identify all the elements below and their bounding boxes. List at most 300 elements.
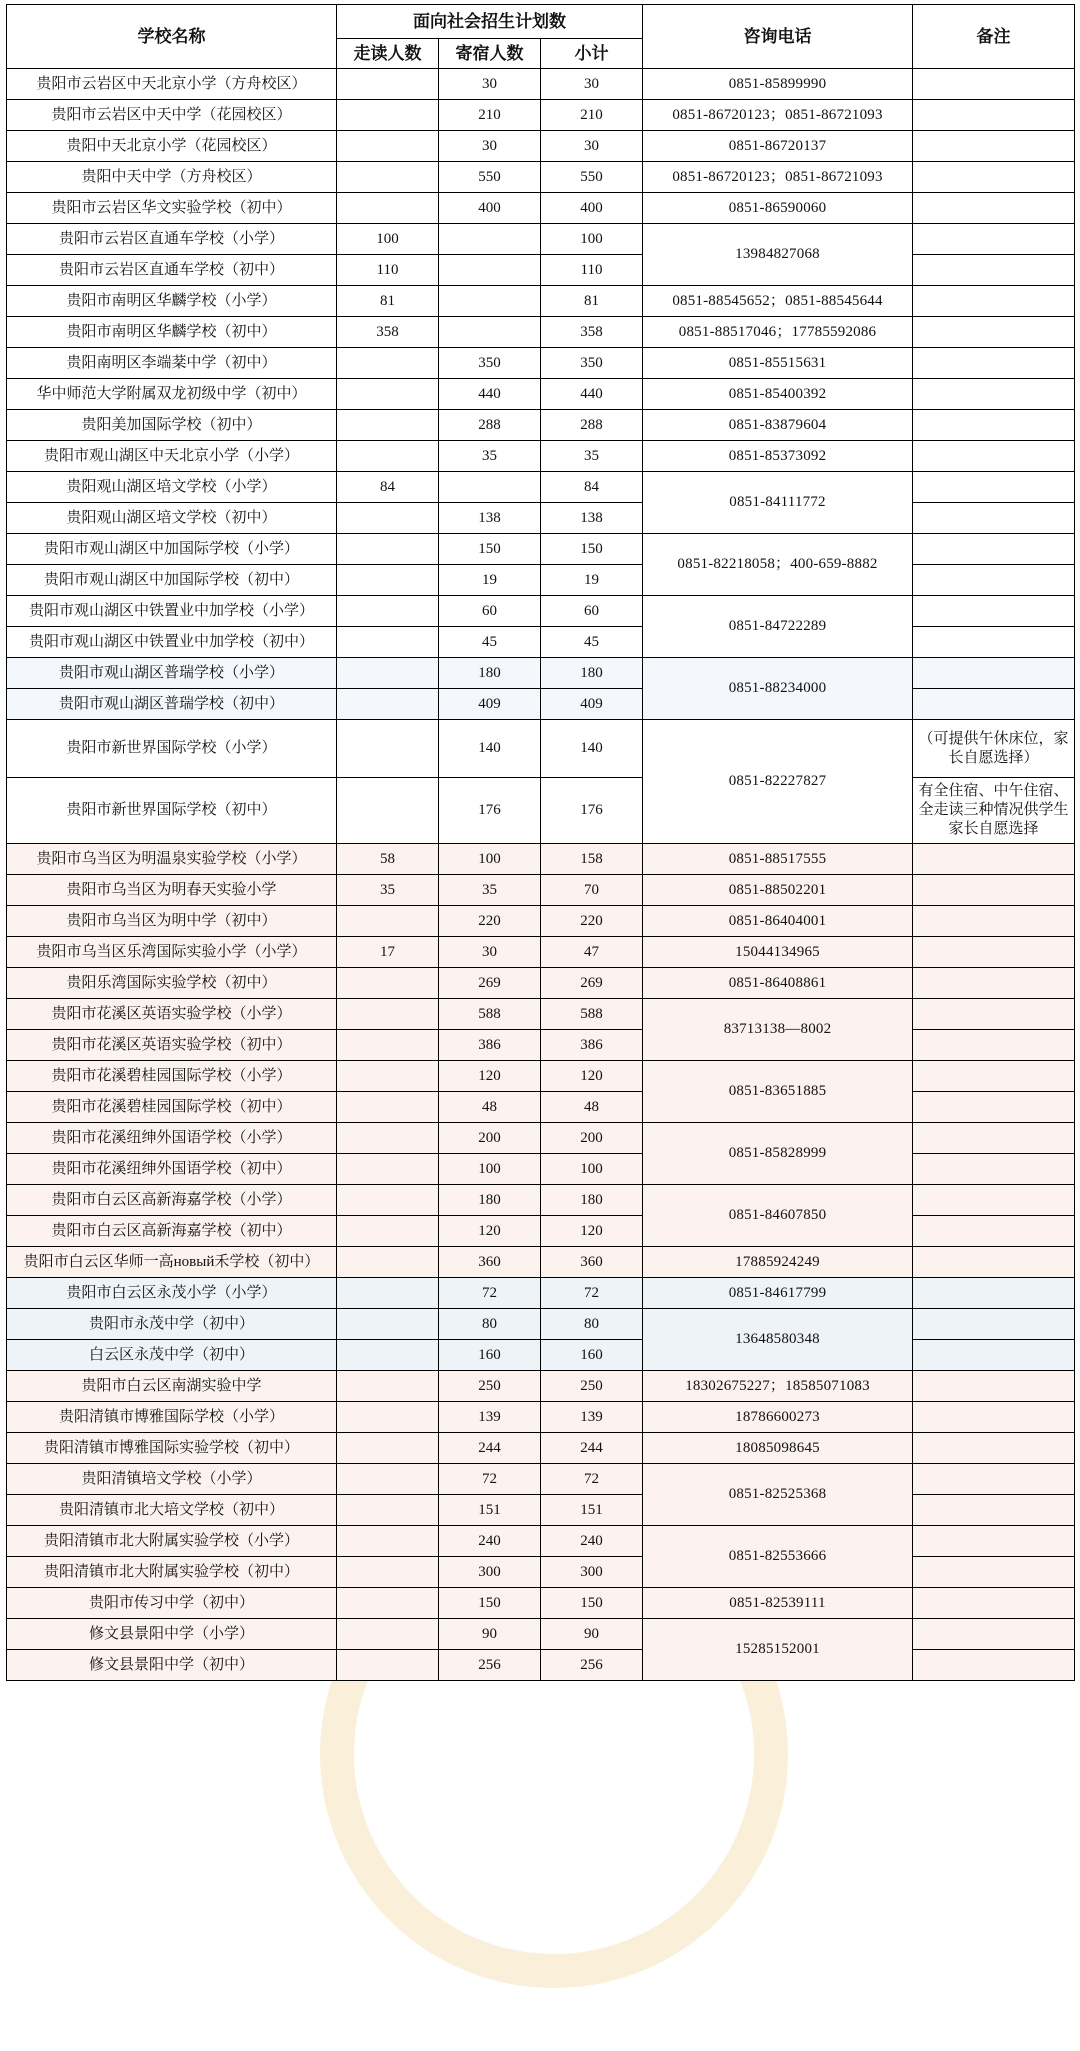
cell-phone: 0851-88517046；17785592086 [643, 317, 913, 348]
cell-subtotal: 550 [541, 162, 643, 193]
cell-boarding: 200 [439, 1123, 541, 1154]
table-row [7, 1433, 1075, 1464]
table-row [7, 224, 1075, 255]
cell-day [337, 441, 439, 472]
cell-boarding: 139 [439, 1402, 541, 1433]
cell-school-name: 贵阳市乌当区乐湾国际实验小学（小学） [7, 937, 337, 968]
cell-phone: 0851-82218058；400-659-8882 [643, 534, 913, 596]
cell-boarding: 269 [439, 968, 541, 999]
cell-boarding: 151 [439, 1495, 541, 1526]
cell-subtotal: 19 [541, 565, 643, 596]
cell-boarding: 150 [439, 534, 541, 565]
cell-remark [913, 1309, 1075, 1340]
cell-day [337, 565, 439, 596]
cell-subtotal: 81 [541, 286, 643, 317]
cell-school-name: 贵阳清镇市北大附属实验学校（小学） [7, 1526, 337, 1557]
cell-subtotal: 160 [541, 1340, 643, 1371]
cell-school-name: 贵阳市花溪区英语实验学校（初中） [7, 1030, 337, 1061]
cell-day [337, 1588, 439, 1619]
table-row [7, 1092, 1075, 1123]
cell-subtotal: 400 [541, 193, 643, 224]
cell-boarding: 72 [439, 1278, 541, 1309]
cell-phone: 13648580348 [643, 1309, 913, 1371]
cell-day [337, 1340, 439, 1371]
cell-subtotal: 30 [541, 69, 643, 100]
table-row [7, 565, 1075, 596]
cell-remark [913, 1557, 1075, 1588]
cell-school-name: 贵阳市云岩区中天北京小学（方舟校区） [7, 69, 337, 100]
header-boarding-students: 寄宿人数 [439, 39, 541, 69]
cell-school-name: 贵阳市花溪碧桂园国际学校（小学） [7, 1061, 337, 1092]
cell-phone: 0851-86404001 [643, 906, 913, 937]
cell-day [337, 1402, 439, 1433]
cell-remark [913, 906, 1075, 937]
cell-day [337, 1247, 439, 1278]
table-row [7, 1185, 1075, 1216]
cell-day [337, 503, 439, 534]
cell-day [337, 348, 439, 379]
cell-school-name: 贵阳市白云区高新海嘉学校（初中） [7, 1216, 337, 1247]
cell-day [337, 1464, 439, 1495]
table-body [7, 69, 1075, 1681]
cell-remark [913, 1030, 1075, 1061]
cell-remark [913, 999, 1075, 1030]
cell-subtotal: 150 [541, 534, 643, 565]
cell-day [337, 1526, 439, 1557]
cell-boarding: 240 [439, 1526, 541, 1557]
cell-subtotal: 72 [541, 1464, 643, 1495]
enrollment-plan-table [6, 4, 1075, 1681]
cell-phone: 0851-88502201 [643, 875, 913, 906]
table-row [7, 596, 1075, 627]
cell-day: 17 [337, 937, 439, 968]
table-row [7, 69, 1075, 100]
cell-boarding: 180 [439, 1185, 541, 1216]
cell-remark [913, 255, 1075, 286]
table-row [7, 193, 1075, 224]
cell-day [337, 1030, 439, 1061]
table-row [7, 999, 1075, 1030]
cell-phone: 13984827068 [643, 224, 913, 286]
cell-school-name: 贵阳清镇培文学校（小学） [7, 1464, 337, 1495]
cell-remark [913, 1340, 1075, 1371]
cell-boarding: 386 [439, 1030, 541, 1061]
cell-day [337, 1495, 439, 1526]
cell-subtotal: 300 [541, 1557, 643, 1588]
cell-day [337, 1092, 439, 1123]
cell-boarding: 35 [439, 441, 541, 472]
cell-subtotal: 35 [541, 441, 643, 472]
cell-subtotal: 358 [541, 317, 643, 348]
table-row [7, 100, 1075, 131]
cell-day [337, 720, 439, 778]
cell-boarding: 120 [439, 1216, 541, 1247]
cell-phone: 0851-85515631 [643, 348, 913, 379]
cell-remark [913, 503, 1075, 534]
cell-subtotal: 256 [541, 1650, 643, 1681]
table-row [7, 875, 1075, 906]
cell-remark [913, 1495, 1075, 1526]
table-row [7, 1309, 1075, 1340]
cell-school-name: 贵阳中天北京小学（花园校区） [7, 131, 337, 162]
cell-remark [913, 224, 1075, 255]
cell-phone: 0851-84111772 [643, 472, 913, 534]
cell-phone: 0851-86590060 [643, 193, 913, 224]
cell-remark [913, 379, 1075, 410]
cell-school-name: 贵阳市花溪纽绅外国语学校（初中） [7, 1154, 337, 1185]
cell-boarding: 588 [439, 999, 541, 1030]
cell-boarding: 100 [439, 1154, 541, 1185]
cell-day [337, 162, 439, 193]
cell-boarding: 440 [439, 379, 541, 410]
cell-phone: 18085098645 [643, 1433, 913, 1464]
cell-remark [913, 286, 1075, 317]
table-row [7, 441, 1075, 472]
cell-boarding: 35 [439, 875, 541, 906]
cell-day [337, 1619, 439, 1650]
cell-remark [913, 1278, 1075, 1309]
cell-remark [913, 1123, 1075, 1154]
cell-day [337, 1123, 439, 1154]
cell-boarding: 288 [439, 410, 541, 441]
table-row [7, 1526, 1075, 1557]
cell-school-name: 贵阳市花溪碧桂园国际学校（初中） [7, 1092, 337, 1123]
table-row [7, 255, 1075, 286]
cell-subtotal: 210 [541, 100, 643, 131]
cell-subtotal: 250 [541, 1371, 643, 1402]
table-row [7, 1061, 1075, 1092]
cell-phone: 0851-85899990 [643, 69, 913, 100]
table-row [7, 317, 1075, 348]
table-header [7, 5, 1075, 69]
cell-subtotal: 100 [541, 224, 643, 255]
cell-phone: 0851-86408861 [643, 968, 913, 999]
cell-day [337, 906, 439, 937]
cell-day [337, 534, 439, 565]
cell-phone: 0851-85400392 [643, 379, 913, 410]
cell-subtotal: 30 [541, 131, 643, 162]
table-row [7, 1650, 1075, 1681]
cell-school-name: 贵阳市白云区高新海嘉学校（小学） [7, 1185, 337, 1216]
cell-boarding: 160 [439, 1340, 541, 1371]
cell-school-name: 贵阳市观山湖区中加国际学校（初中） [7, 565, 337, 596]
table-row [7, 1247, 1075, 1278]
table-row [7, 658, 1075, 689]
cell-day [337, 778, 439, 844]
cell-day [337, 1154, 439, 1185]
cell-school-name: 华中师范大学附属双龙初级中学（初中） [7, 379, 337, 410]
cell-school-name: 白云区永茂中学（初中） [7, 1340, 337, 1371]
cell-day: 110 [337, 255, 439, 286]
cell-boarding: 210 [439, 100, 541, 131]
cell-school-name: 贵阳市云岩区华文实验学校（初中） [7, 193, 337, 224]
cell-school-name: 贵阳市白云区南湖实验中学 [7, 1371, 337, 1402]
cell-phone: 0851-86720123；0851-86721093 [643, 162, 913, 193]
cell-remark [913, 1619, 1075, 1650]
cell-subtotal: 84 [541, 472, 643, 503]
cell-boarding [439, 224, 541, 255]
table-row [7, 348, 1075, 379]
cell-subtotal: 80 [541, 1309, 643, 1340]
cell-boarding: 30 [439, 69, 541, 100]
cell-subtotal: 360 [541, 1247, 643, 1278]
cell-subtotal: 90 [541, 1619, 643, 1650]
cell-phone: 0851-88545652；0851-88545644 [643, 286, 913, 317]
cell-day [337, 1061, 439, 1092]
cell-remark [913, 689, 1075, 720]
cell-subtotal: 200 [541, 1123, 643, 1154]
cell-remark [913, 1092, 1075, 1123]
cell-phone: 0851-82553666 [643, 1526, 913, 1588]
cell-phone: 15044134965 [643, 937, 913, 968]
cell-subtotal: 100 [541, 1154, 643, 1185]
cell-school-name: 贵阳中天中学（方舟校区） [7, 162, 337, 193]
table-row [7, 906, 1075, 937]
cell-subtotal: 120 [541, 1216, 643, 1247]
cell-remark [913, 441, 1075, 472]
cell-remark [913, 317, 1075, 348]
cell-subtotal: 440 [541, 379, 643, 410]
cell-boarding: 45 [439, 627, 541, 658]
cell-phone: 18786600273 [643, 1402, 913, 1433]
cell-day: 358 [337, 317, 439, 348]
header-remark: 备注 [913, 5, 1075, 69]
cell-school-name: 贵阳市观山湖区中铁置业中加学校（初中） [7, 627, 337, 658]
cell-boarding: 30 [439, 937, 541, 968]
cell-school-name: 贵阳市云岩区中天中学（花园校区） [7, 100, 337, 131]
cell-boarding: 72 [439, 1464, 541, 1495]
cell-day [337, 193, 439, 224]
cell-school-name: 贵阳乐湾国际实验学校（初中） [7, 968, 337, 999]
cell-remark [913, 1154, 1075, 1185]
cell-subtotal: 70 [541, 875, 643, 906]
cell-phone: 18302675227；18585071083 [643, 1371, 913, 1402]
table-row [7, 689, 1075, 720]
cell-day [337, 1216, 439, 1247]
cell-subtotal: 140 [541, 720, 643, 778]
cell-day: 100 [337, 224, 439, 255]
cell-school-name: 贵阳市云岩区直通车学校（初中） [7, 255, 337, 286]
cell-remark [913, 1588, 1075, 1619]
table-row [7, 1340, 1075, 1371]
cell-day [337, 131, 439, 162]
cell-boarding [439, 286, 541, 317]
cell-school-name: 贵阳市白云区永茂小学（小学） [7, 1278, 337, 1309]
cell-boarding: 100 [439, 844, 541, 875]
cell-school-name: 贵阳市新世界国际学校（小学） [7, 720, 337, 778]
cell-remark [913, 1371, 1075, 1402]
cell-remark [913, 968, 1075, 999]
cell-remark [913, 193, 1075, 224]
cell-school-name: 贵阳市观山湖区普瑞学校（小学） [7, 658, 337, 689]
cell-day [337, 1309, 439, 1340]
cell-subtotal: 45 [541, 627, 643, 658]
cell-remark [913, 658, 1075, 689]
cell-subtotal: 588 [541, 999, 643, 1030]
cell-boarding: 180 [439, 658, 541, 689]
cell-remark [913, 627, 1075, 658]
cell-remark [913, 1185, 1075, 1216]
cell-school-name: 贵阳市南明区华麟学校（初中） [7, 317, 337, 348]
cell-remark [913, 1464, 1075, 1495]
cell-boarding: 48 [439, 1092, 541, 1123]
cell-subtotal: 47 [541, 937, 643, 968]
cell-subtotal: 180 [541, 1185, 643, 1216]
cell-subtotal: 151 [541, 1495, 643, 1526]
cell-boarding: 176 [439, 778, 541, 844]
cell-phone: 0851-84617799 [643, 1278, 913, 1309]
cell-remark [913, 596, 1075, 627]
table-row [7, 720, 1075, 778]
cell-boarding: 300 [439, 1557, 541, 1588]
table-row [7, 968, 1075, 999]
cell-phone: 0851-85373092 [643, 441, 913, 472]
cell-school-name: 贵阳清镇市北大附属实验学校（初中） [7, 1557, 337, 1588]
cell-subtotal: 60 [541, 596, 643, 627]
cell-boarding: 138 [439, 503, 541, 534]
cell-phone: 83713138—8002 [643, 999, 913, 1061]
cell-phone: 0851-88234000 [643, 658, 913, 720]
cell-phone: 15285152001 [643, 1619, 913, 1681]
cell-school-name: 贵阳市花溪纽绅外国语学校（小学） [7, 1123, 337, 1154]
table-row [7, 1588, 1075, 1619]
cell-boarding: 550 [439, 162, 541, 193]
cell-school-name: 贵阳清镇市博雅国际实验学校（初中） [7, 1433, 337, 1464]
cell-subtotal: 244 [541, 1433, 643, 1464]
cell-remark [913, 1247, 1075, 1278]
cell-phone: 0851-85828999 [643, 1123, 913, 1185]
cell-school-name: 贵阳观山湖区培文学校（小学） [7, 472, 337, 503]
cell-school-name: 贵阳市新世界国际学校（初中） [7, 778, 337, 844]
cell-remark [913, 534, 1075, 565]
cell-phone: 17885924249 [643, 1247, 913, 1278]
table-row [7, 286, 1075, 317]
cell-day: 58 [337, 844, 439, 875]
cell-boarding: 19 [439, 565, 541, 596]
cell-boarding: 150 [439, 1588, 541, 1619]
cell-subtotal: 180 [541, 658, 643, 689]
cell-day: 84 [337, 472, 439, 503]
table-row [7, 1371, 1075, 1402]
cell-school-name: 贵阳市传习中学（初中） [7, 1588, 337, 1619]
cell-subtotal: 138 [541, 503, 643, 534]
table-row [7, 1030, 1075, 1061]
cell-school-name: 贵阳市乌当区为明春天实验小学 [7, 875, 337, 906]
cell-school-name: 贵阳市观山湖区中加国际学校（小学） [7, 534, 337, 565]
table-row [7, 1278, 1075, 1309]
cell-subtotal: 176 [541, 778, 643, 844]
cell-subtotal: 150 [541, 1588, 643, 1619]
cell-day [337, 627, 439, 658]
cell-boarding: 60 [439, 596, 541, 627]
cell-subtotal: 288 [541, 410, 643, 441]
cell-boarding [439, 255, 541, 286]
table-row [7, 1557, 1075, 1588]
table-row [7, 1619, 1075, 1650]
cell-remark [913, 1650, 1075, 1681]
table-row [7, 410, 1075, 441]
cell-remark: 有全住宿、中午住宿、全走读三种情况供学生家长自愿选择 [913, 778, 1075, 844]
cell-remark [913, 1216, 1075, 1247]
cell-remark [913, 844, 1075, 875]
cell-school-name: 贵阳观山湖区培文学校（初中） [7, 503, 337, 534]
cell-subtotal: 158 [541, 844, 643, 875]
cell-remark [913, 1061, 1075, 1092]
table-row [7, 1464, 1075, 1495]
cell-subtotal: 269 [541, 968, 643, 999]
cell-boarding: 220 [439, 906, 541, 937]
cell-school-name: 贵阳市乌当区为明温泉实验学校（小学） [7, 844, 337, 875]
cell-boarding: 360 [439, 1247, 541, 1278]
cell-phone: 0851-82525368 [643, 1464, 913, 1526]
cell-phone: 0851-82227827 [643, 720, 913, 844]
cell-phone: 0851-86720137 [643, 131, 913, 162]
cell-school-name: 贵阳市花溪区英语实验学校（小学） [7, 999, 337, 1030]
cell-remark [913, 410, 1075, 441]
table-row [7, 1495, 1075, 1526]
cell-phone: 0851-86720123；0851-86721093 [643, 100, 913, 131]
cell-school-name: 贵阳市云岩区直通车学校（小学） [7, 224, 337, 255]
table-row [7, 778, 1075, 844]
header-day-students: 走读人数 [337, 39, 439, 69]
cell-remark [913, 472, 1075, 503]
cell-subtotal: 240 [541, 1526, 643, 1557]
cell-phone: 0851-84722289 [643, 596, 913, 658]
table-row [7, 1123, 1075, 1154]
cell-subtotal: 72 [541, 1278, 643, 1309]
cell-subtotal: 220 [541, 906, 643, 937]
cell-phone: 0851-83879604 [643, 410, 913, 441]
cell-boarding: 256 [439, 1650, 541, 1681]
table-row [7, 534, 1075, 565]
cell-day [337, 379, 439, 410]
cell-day [337, 1371, 439, 1402]
cell-remark [913, 131, 1075, 162]
cell-school-name: 贵阳市永茂中学（初中） [7, 1309, 337, 1340]
cell-boarding: 350 [439, 348, 541, 379]
table-row [7, 1402, 1075, 1433]
cell-remark [913, 100, 1075, 131]
cell-boarding: 244 [439, 1433, 541, 1464]
table-row [7, 379, 1075, 410]
table-row [7, 503, 1075, 534]
cell-remark [913, 162, 1075, 193]
cell-day [337, 1650, 439, 1681]
cell-remark [913, 875, 1075, 906]
cell-subtotal: 110 [541, 255, 643, 286]
cell-phone: 0851-83651885 [643, 1061, 913, 1123]
cell-school-name: 贵阳市南明区华麟学校（小学） [7, 286, 337, 317]
cell-remark [913, 1526, 1075, 1557]
cell-day [337, 69, 439, 100]
header-school: 学校名称 [7, 5, 337, 69]
cell-boarding: 400 [439, 193, 541, 224]
cell-subtotal: 409 [541, 689, 643, 720]
cell-boarding [439, 317, 541, 348]
cell-remark [913, 69, 1075, 100]
cell-boarding: 409 [439, 689, 541, 720]
cell-boarding: 250 [439, 1371, 541, 1402]
cell-remark [913, 348, 1075, 379]
header-subtotal: 小计 [541, 39, 643, 69]
cell-remark: （可提供午休床位，家长自愿选择） [913, 720, 1075, 778]
cell-school-name: 贵阳清镇市博雅国际学校（小学） [7, 1402, 337, 1433]
cell-subtotal: 139 [541, 1402, 643, 1433]
table-row [7, 131, 1075, 162]
cell-school-name: 修文县景阳中学（小学） [7, 1619, 337, 1650]
cell-boarding: 80 [439, 1309, 541, 1340]
header-phone: 咨询电话 [643, 5, 913, 69]
